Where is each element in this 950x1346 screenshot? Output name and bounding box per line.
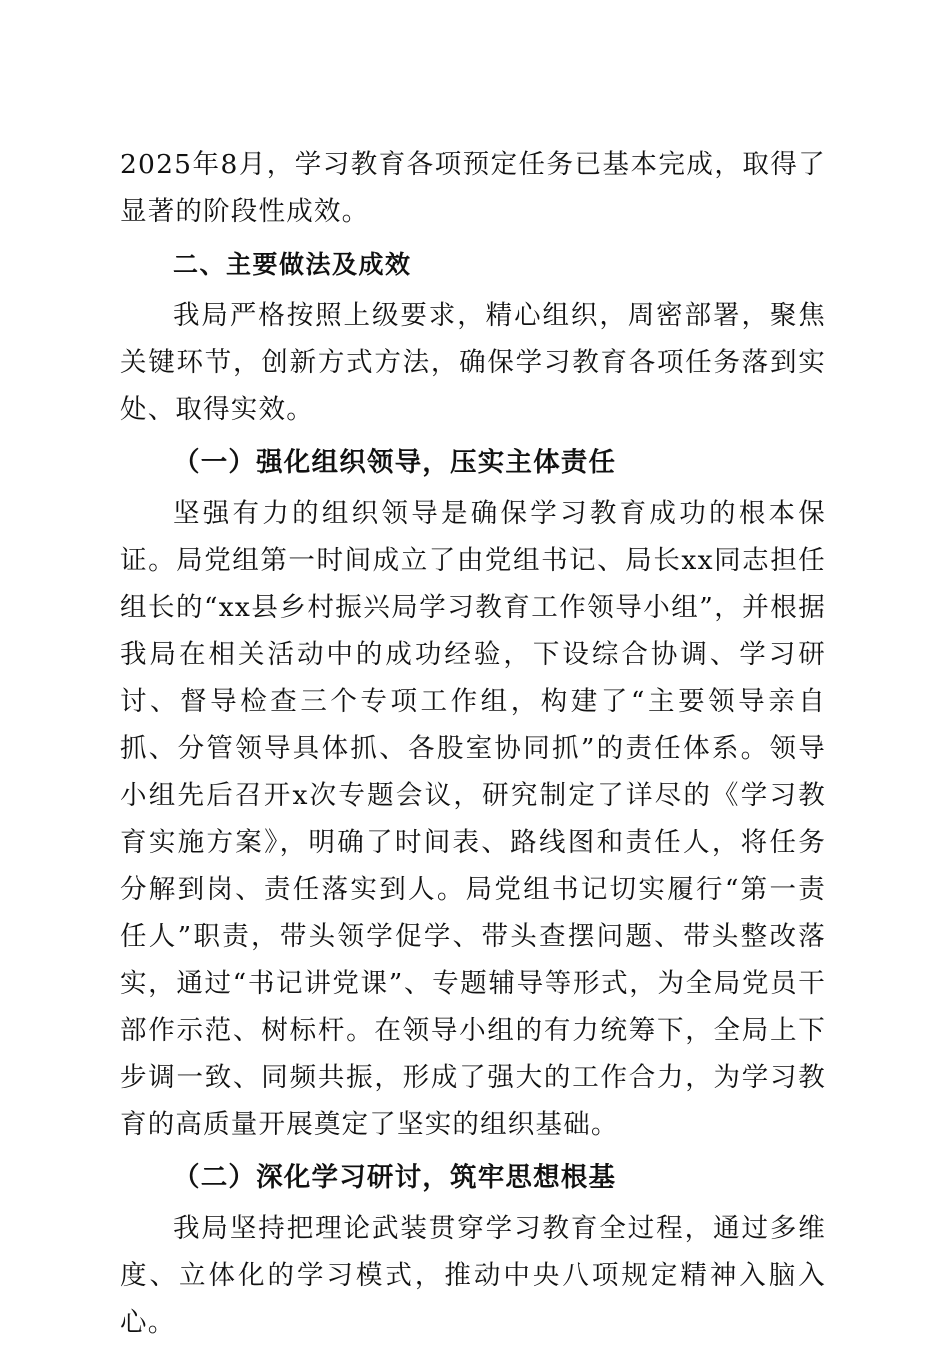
paragraph-study-body: 我局坚持把理论武装贯穿学习教育全过程，通过多维度、立体化的学习模式，推动中央八项规定精神入脑入心。 [120, 1213, 826, 1338]
paragraph-section-intro: 我局严格按照上级要求，精心组织，周密部署，聚焦关键环节，创新方式方法，确保学习教育各项任务落到实处、取得实效。 [120, 300, 826, 425]
paragraph-intro-continuation: 2025年8月，学习教育各项预定任务已基本完成，取得了显著的阶段性成效。 [120, 149, 826, 227]
subsection-heading-study: （二）深化学习研讨，筑牢思想根基 [173, 1162, 617, 1193]
subsection-heading-leadership: （一）强化组织领导，压实主体责任 [173, 447, 617, 478]
document-body [120, 141, 826, 1346]
paragraph-leadership-body: 坚强有力的组织领导是确保学习教育成功的根本保证。局党组第一时间成立了由党组书记、局长xx同志担任组长的“xx县乡村振兴局学习教育工作领导小组”，并根据我局在相关活动中的成功经验，下设综合协调、学习研讨、督导检查三个专项工作组，构建了“主要领导亲自抓、分管领导具体抓、各股室协同抓”的责任体系。领导小组先后召开x次专题会议，研究制定了详尽的《学习教育实施方案》，明确了时间表、路线图和责任人，将任务分解到岗、责任落实到人。局党组书记切实履行“第一责任人”职责，带头领学促学、带头查摆问题、带头整改落实，通过“书记讲党课”、专题辅导等形式，为全局党员干部作示范、树标杆。在领导小组的有力统筹下，全局上下步调一致、同频共振，形成了强大的工作合力，为学习教育的高质量开展奠定了坚实的组织基础。 [120, 498, 826, 1140]
section-heading-main-practices: 二、主要做法及成效 [173, 250, 412, 279]
